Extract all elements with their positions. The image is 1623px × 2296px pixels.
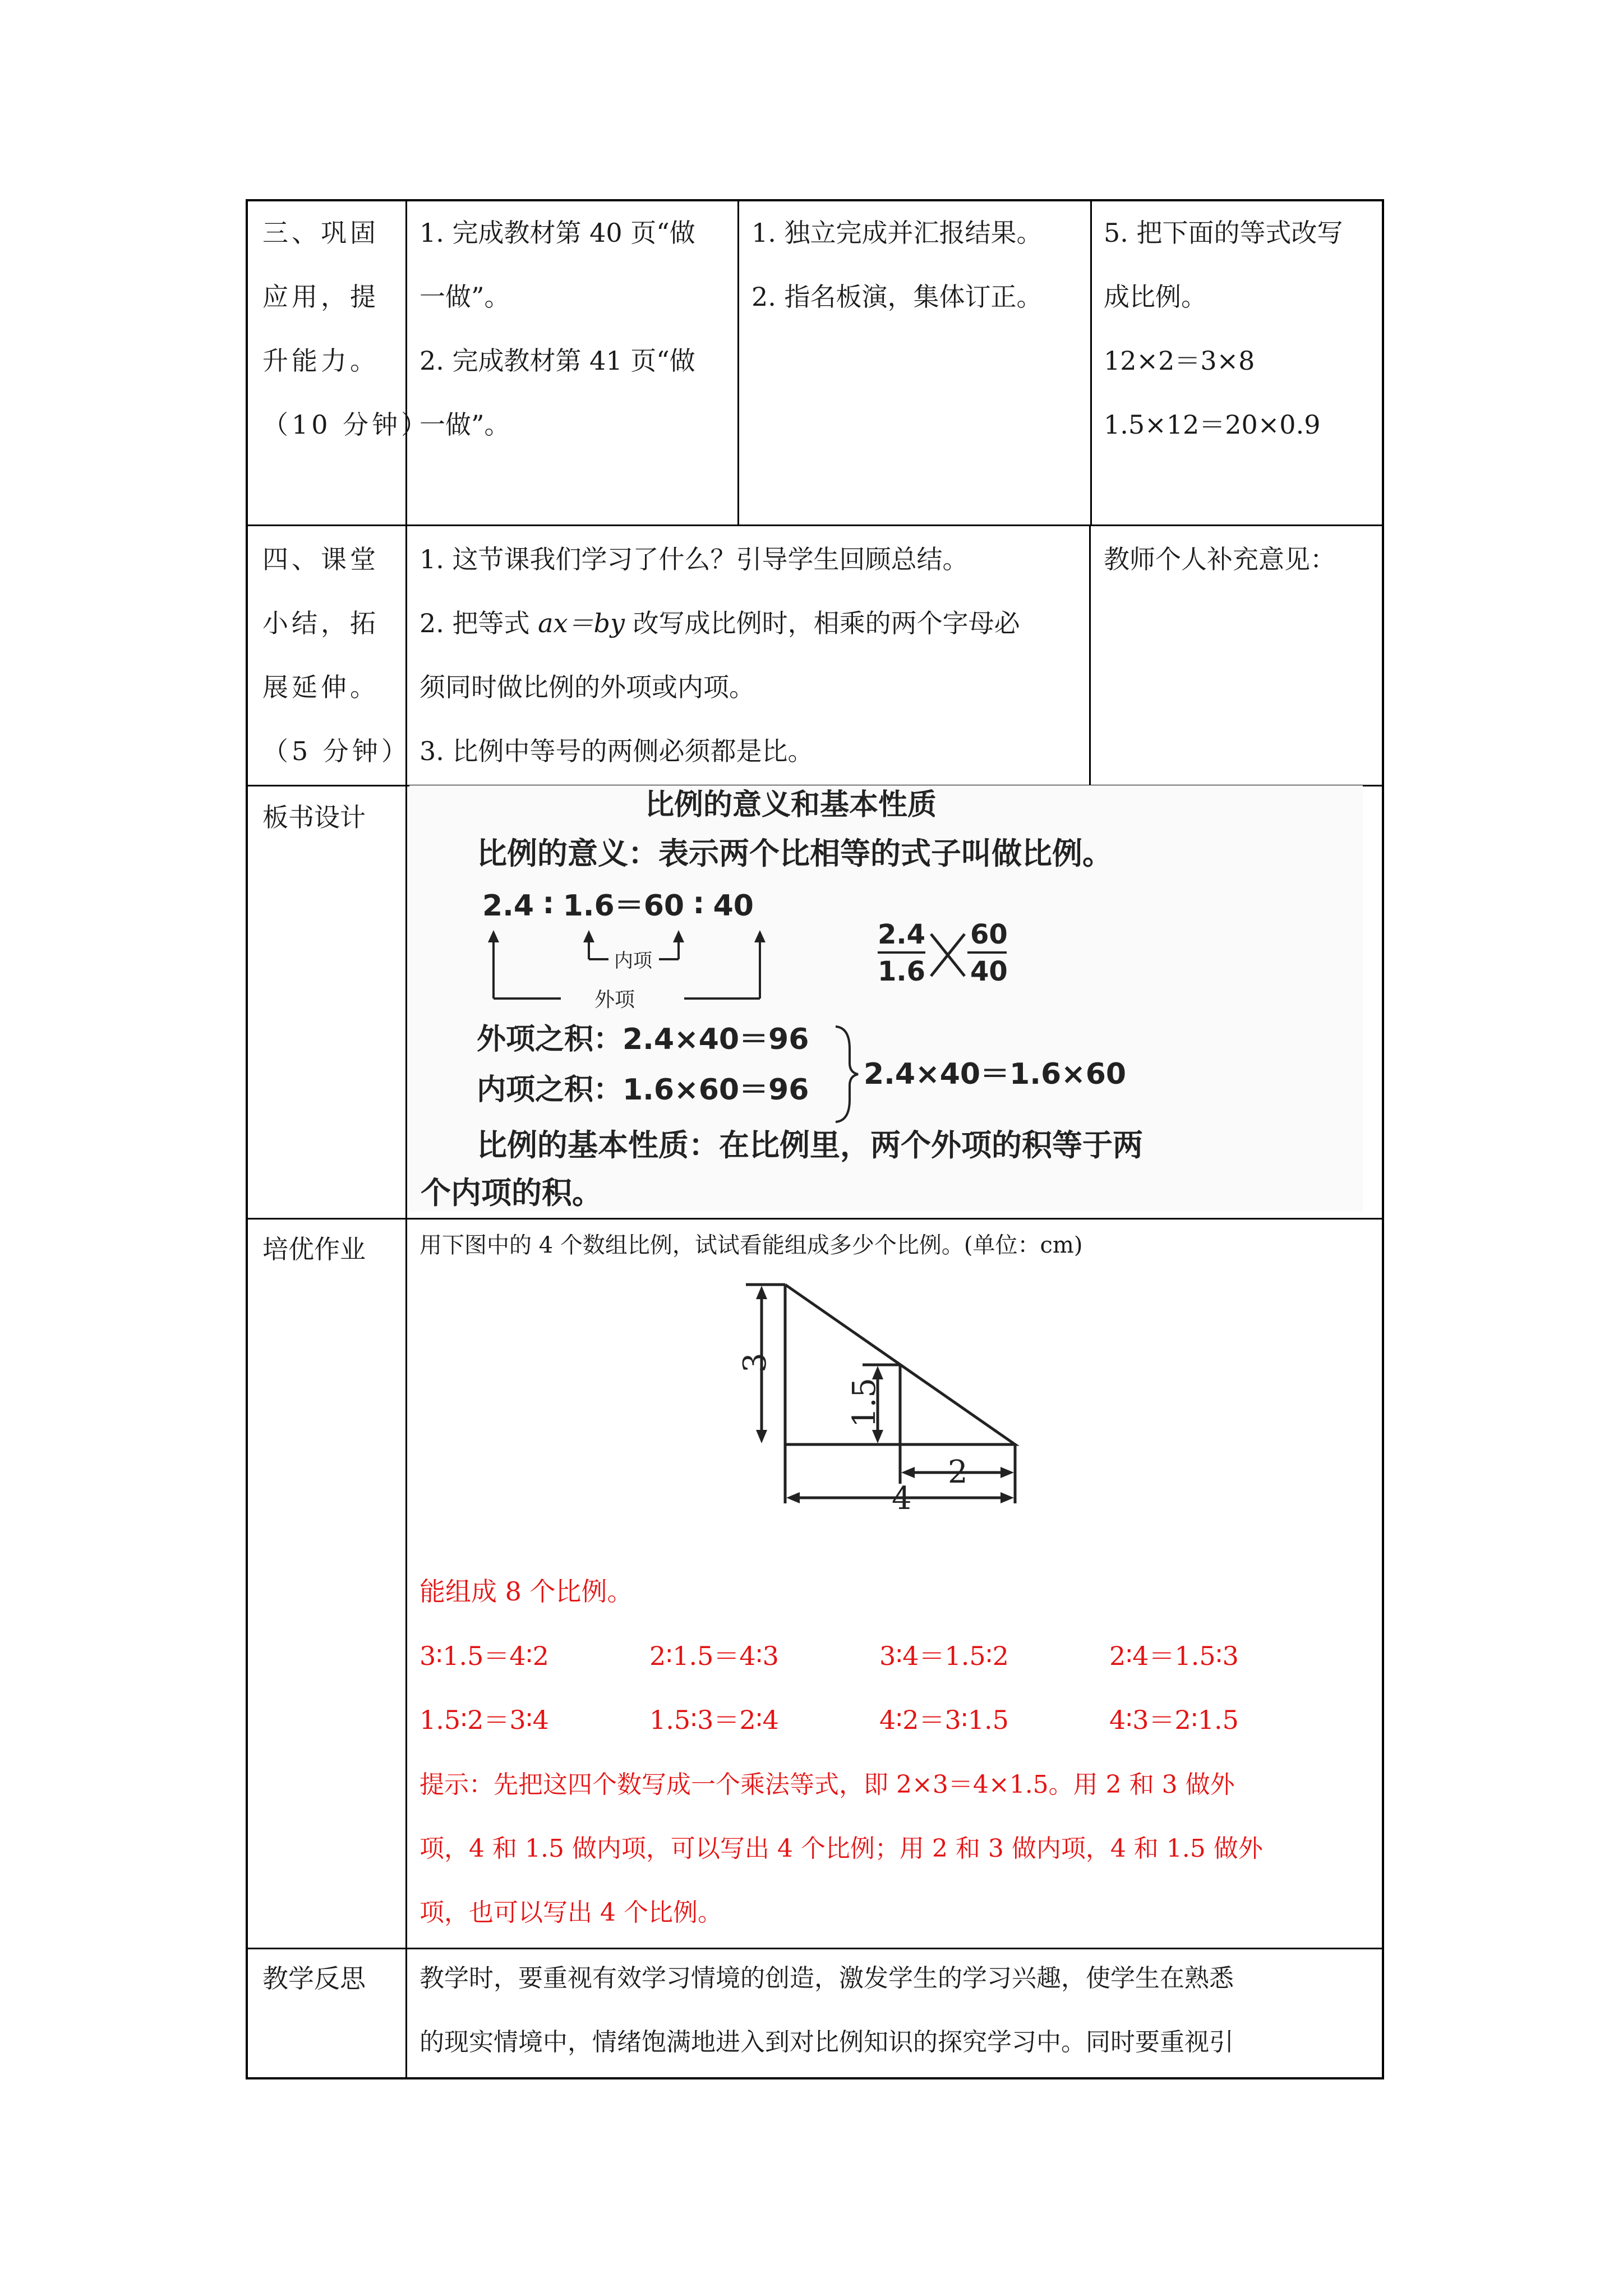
answer-line: 能组成 8 个比例。 xyxy=(419,1576,633,1607)
board-example: 2.4 ∶ 1.6＝60 ∶ 40 xyxy=(482,889,754,923)
outer-term-label: 外项 xyxy=(594,988,635,1011)
frac-left-den: 1.6 xyxy=(878,956,926,987)
dim-3-label: 3 xyxy=(737,1352,773,1373)
consolidate-teacher xyxy=(419,201,734,457)
summary-note xyxy=(1104,527,1373,591)
inner-term-label: 内项 xyxy=(614,950,652,972)
inner-product: 内项之积：1.6×60＝96 xyxy=(477,1073,809,1107)
text-line: 5. 把下面的等式改写 xyxy=(1104,218,1343,248)
text-line: 一做”。 xyxy=(419,282,510,312)
label-line: 培优作业 xyxy=(262,1234,366,1264)
hint-line: 提示：先把这四个数写成一个乘法等式，即 2×3＝4×1.5。用 2 和 3 做外 xyxy=(419,1770,1235,1799)
property-line-1: 比例的基本性质：在比例里，两个外项的积等于两 xyxy=(477,1128,1143,1163)
col-divider xyxy=(405,201,407,2079)
text-line: 2. 指名板演，集体订正。 xyxy=(751,282,1043,312)
col-divider xyxy=(1090,201,1092,524)
label-line: 三、巩固 xyxy=(262,218,379,248)
text-line: 的现实情境中，情绪饱满地进入到对比例知识的探究学习中。同时要重视引 xyxy=(419,2028,1234,2056)
proportion-item: 3∶4＝1.5∶2 xyxy=(879,1641,1009,1671)
col-divider xyxy=(737,201,739,524)
text-line: 12×2＝3×8 xyxy=(1104,346,1255,376)
dimension-arrows xyxy=(756,1286,1014,1503)
label-line: 升能力。 xyxy=(262,346,379,376)
dim-2-label: 2 xyxy=(948,1454,968,1490)
cross-multiply-icon xyxy=(931,934,965,976)
text-line: 3. 比例中等号的两侧必须都是比。 xyxy=(419,736,814,766)
homework-hint xyxy=(419,1753,1378,1945)
proportion-item: 1.5∶3＝2∶4 xyxy=(649,1705,779,1735)
label-line: （10 分钟） xyxy=(262,409,431,440)
text-line: 成比例。 xyxy=(1104,282,1207,312)
property-line-2: 个内项的积。 xyxy=(421,1175,602,1211)
text-line: 1. 独立完成并汇报结果。 xyxy=(751,218,1043,248)
proportion-item: 1.5∶2＝3∶4 xyxy=(419,1705,549,1735)
label-line: 板书设计 xyxy=(262,802,366,832)
proportion-list xyxy=(419,1624,1373,1752)
label-line: 四、课堂 xyxy=(262,544,379,574)
hint-line: 项，也可以写出 4 个比例。 xyxy=(419,1898,722,1927)
proportion-item: 2∶1.5＝4∶3 xyxy=(649,1641,779,1671)
proportion-item: 2∶4＝1.5∶3 xyxy=(1109,1641,1239,1671)
label-line: 应用，提 xyxy=(262,282,379,312)
board-design-svg xyxy=(409,785,1363,1212)
homework-label xyxy=(262,1217,397,1281)
board-design xyxy=(409,785,1363,1212)
board-meaning: 比例的意义：表示两个比相等的式子叫做比例。 xyxy=(477,836,1113,871)
frac-right-num: 60 xyxy=(970,919,1008,950)
reflection-text xyxy=(419,1947,1378,2074)
text-line xyxy=(419,591,1081,655)
label-line: 小结，拓 xyxy=(262,608,379,638)
text-line: 须同时做比例的外项或内项。 xyxy=(419,672,755,702)
text-line: 2. 完成教材第 41 页“做 xyxy=(419,346,695,376)
text-line: 1. 这节课我们学习了什么？引导学生回顾总结。 xyxy=(419,544,969,574)
label-line: 展延伸。 xyxy=(262,672,379,702)
proportion-item: 3∶1.5＝4∶2 xyxy=(419,1641,549,1671)
frac-left-num: 2.4 xyxy=(878,919,926,950)
label-line: （5 分钟） xyxy=(262,736,411,766)
consolidate-student xyxy=(751,201,1088,329)
proportion-item: 4∶2＝3∶1.5 xyxy=(879,1705,1009,1735)
board-label xyxy=(262,785,397,849)
text-line: 用下图中的 4 个数组比例，试试看能组成多少个比例。(单位：cm) xyxy=(419,1232,1083,1258)
col-divider xyxy=(1089,524,1091,785)
text-line: 1. 完成教材第 40 页“做 xyxy=(419,218,695,248)
proportion-item: 4∶3＝2∶1.5 xyxy=(1109,1705,1239,1735)
consolidate-exercise xyxy=(1104,201,1373,457)
row-divider xyxy=(248,524,1382,526)
proportion-row xyxy=(419,1624,1373,1688)
proportion-row xyxy=(419,1688,1373,1752)
hint-line: 项，4 和 1.5 做内项，可以写出 4 个比例；用 2 和 3 做内项，4 和 1.5 做外 xyxy=(419,1834,1263,1863)
consolidate-label xyxy=(262,201,431,457)
label-line: 教学反思 xyxy=(262,1963,366,1994)
text-line: 教师个人补充意见： xyxy=(1104,544,1336,574)
frac-right-den: 40 xyxy=(970,956,1008,987)
board-title: 比例的意义和基本性质 xyxy=(645,788,937,822)
text-segment: 2. 把等式 xyxy=(419,608,538,638)
summary-content xyxy=(419,527,1081,783)
outer-product: 外项之积：2.4×40＝96 xyxy=(477,1023,809,1056)
product-equation: 2.4×40＝1.6×60 xyxy=(864,1057,1127,1091)
text-line: 1.5×12＝20×0.9 xyxy=(1104,409,1321,440)
dim-15-label: 1.5 xyxy=(846,1377,883,1428)
dim-4-label: 4 xyxy=(892,1480,912,1517)
text-segment: 改写成比例时，相乘的两个字母必 xyxy=(624,608,1020,638)
triangle-figure xyxy=(723,1262,1060,1531)
summary-label xyxy=(262,527,411,783)
arrow-heads xyxy=(488,930,766,942)
homework-answer xyxy=(419,1559,1373,1623)
text-line: 教学时，要重视有效学习情境的创造，激发学生的学习兴趣，使学生在熟悉 xyxy=(419,1964,1234,1993)
formula: ax＝by xyxy=(538,608,625,638)
brace-icon xyxy=(836,1027,858,1122)
text-line: 一做”。 xyxy=(419,409,510,440)
reflection-label xyxy=(262,1947,397,2010)
